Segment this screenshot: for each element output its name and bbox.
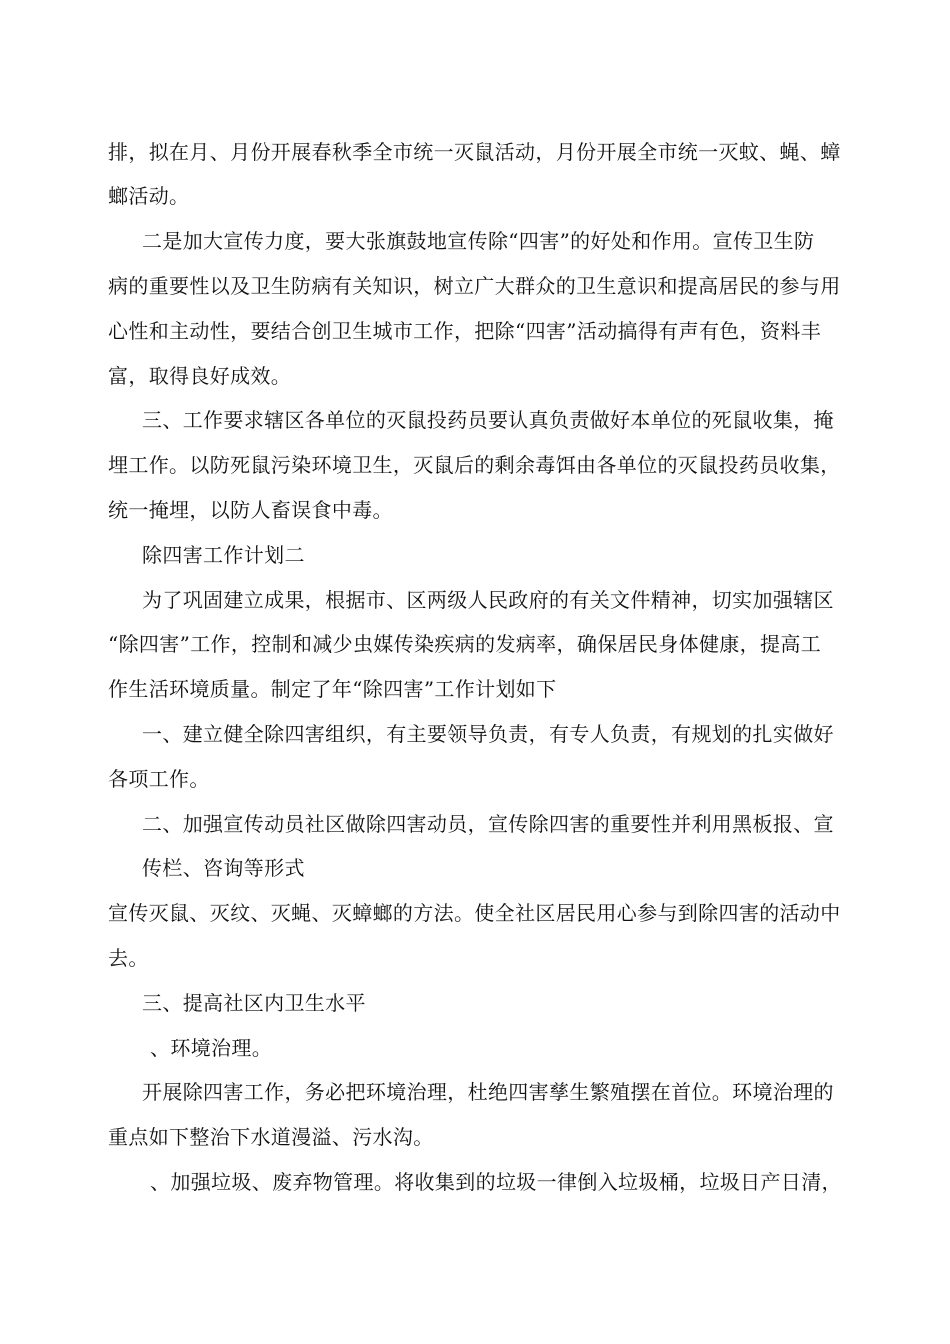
text-line: 统一掩埋，以防人畜误食中毒。 — [108, 498, 393, 522]
text-line: 埋工作。以防死鼠污染环境卫生，灭鼠后的剩余毒饵由各单位的灭鼠投药员收集， — [108, 453, 841, 477]
text-line: 螂活动。 — [108, 184, 190, 208]
text-line: 传栏、咨询等形式 — [142, 856, 305, 880]
text-line: 二是加大宣传力度，要大张旗鼓地宣传除“四害”的好处和作用。宣传卫生防 — [142, 229, 815, 253]
text-line: 各项工作。 — [108, 767, 210, 791]
section-heading: 除四害工作计划二 — [142, 543, 305, 567]
text-line: 去。 — [108, 946, 149, 970]
text-line: 、加强垃圾、废弃物管理。将收集到的垃圾一律倒入垃圾桶，垃圾日产日清， — [150, 1170, 842, 1194]
text-line: 作生活环境质量。制定了年“除四害”工作计划如下 — [108, 677, 557, 701]
text-line: 心性和主动性，要结合创卫生城市工作，把除“四害”活动搞得有声有色，资料丰 — [108, 319, 822, 343]
text-line: 排，拟在月、月份开展春秋季全市统一灭鼠活动，月份开展全市统一灭蚊、蝇、蟑 — [108, 140, 841, 164]
text-line: 为了巩固建立成果，根据市、区两级人民政府的有关文件精神，切实加强辖区 — [142, 588, 834, 612]
text-line: 三、工作要求辖区各单位的灭鼠投药员要认真负责做好本单位的死鼠收集，掩 — [142, 408, 834, 432]
text-line: 病的重要性以及卫生防病有关知识，树立广大群众的卫生意识和提高居民的参与用 — [108, 274, 841, 298]
text-line: “除四害”工作，控制和减少虫媒传染疾病的发病率，确保居民身体健康，提高工 — [108, 632, 822, 656]
text-line: 二、加强宣传动员社区做除四害动员，宣传除四害的重要性并利用黑板报、宣 — [142, 812, 834, 836]
text-line: 重点如下整治下水道漫溢、污水沟。 — [108, 1125, 434, 1149]
text-line: 富，取得良好成效。 — [108, 364, 292, 388]
text-line: 三、提高社区内卫生水平 — [142, 991, 366, 1015]
text-line: 宣传灭鼠、灭纹、灭蝇、灭蟑螂的方法。使全社区居民用心参与到除四害的活动中 — [108, 901, 841, 925]
text-line: 、环境治理。 — [150, 1036, 273, 1060]
text-line: 一、建立健全除四害组织，有主要领导负责，有专人负责，有规划的扎实做好 — [142, 722, 834, 746]
text-line: 开展除四害工作，务必把环境治理，杜绝四害孳生繁殖摆在首位。环境治理的 — [142, 1080, 834, 1104]
